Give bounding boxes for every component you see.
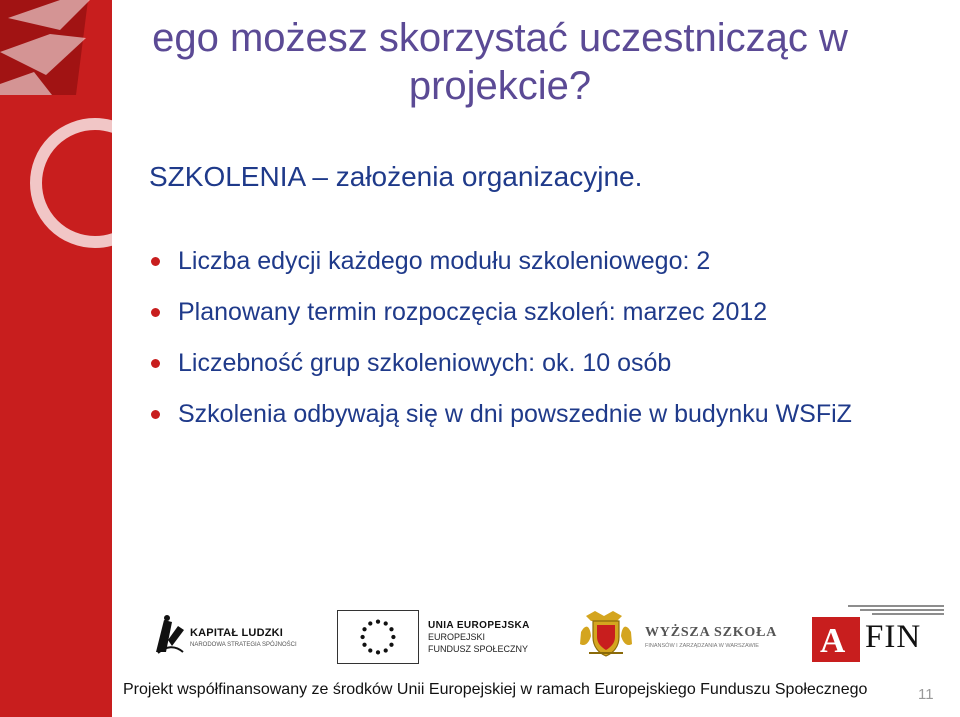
bullet-icon xyxy=(151,308,160,317)
eu-text-line-2: EUROPEJSKI xyxy=(428,632,486,642)
wyzsza-szkola-title: WYŻSZA SZKOŁA xyxy=(645,625,778,640)
crest-icon xyxy=(573,608,639,660)
kl-mark-icon xyxy=(148,612,188,658)
slide-number: 11 xyxy=(918,686,934,703)
bullet-text: Planowany termin rozpoczęcia szkoleń: marzec 2012 xyxy=(178,298,768,326)
slide-title-line-2: projekcie? xyxy=(408,64,592,108)
bullet-text: Liczba edycji każdego modułu szkoleniowego: 2 xyxy=(178,247,711,275)
bullet-item-1 xyxy=(150,245,910,278)
bullet-item-3 xyxy=(150,347,910,380)
aifin-fin-text: FIN xyxy=(865,619,922,655)
bullet-icon xyxy=(151,359,160,368)
slide-title xyxy=(95,14,905,110)
eu-text-line-3: FUNDUSZ SPOŁECZNY xyxy=(428,644,529,654)
kapital-ludzki-title: KAPITAŁ LUDZKI xyxy=(190,627,284,639)
bullet-text: Szkolenia odbywają się w dni powszednie w budynku WSFiZ xyxy=(178,400,852,428)
ring-decoration xyxy=(30,118,112,248)
bullet-text: Liczebność grup szkoleniowych: ok. 10 osób xyxy=(178,349,672,377)
sponsor-logo-row xyxy=(140,600,960,670)
wyzsza-szkola-logo xyxy=(573,600,793,666)
aifin-letter: A xyxy=(820,621,846,660)
eu-logo xyxy=(336,600,546,666)
bullet-icon xyxy=(151,257,160,266)
bullet-item-4 xyxy=(150,398,910,431)
aifin-red-box xyxy=(812,617,860,662)
eu-text-line-1: UNIA EUROPEJSKA xyxy=(428,620,530,631)
kapital-ludzki-logo xyxy=(140,600,318,662)
section-heading: SZKOLENIA – założenia organizacyjne. xyxy=(149,161,643,192)
eu-text xyxy=(428,620,546,655)
kapital-ludzki-subtitle: NARODOWA STRATEGIA SPÓJNOŚCI xyxy=(190,642,297,648)
bullet-item-2 xyxy=(150,296,910,329)
eu-flag-icon xyxy=(337,610,419,664)
aifin-lines-icon xyxy=(848,604,944,616)
footer-text: Projekt współfinansowany ze środków Unii Europejskiej w ramach Europejskiego Funduszu Społecznego xyxy=(123,681,868,698)
slide-title-line-1: ego możesz skorzystać uczestnicząc w xyxy=(152,16,848,60)
aifin-logo xyxy=(810,600,950,666)
wyzsza-szkola-subtitle: FINANSÓW I ZARZĄDZANIA W WARSZAWIE xyxy=(645,643,759,649)
bullet-icon xyxy=(151,410,160,419)
bullet-list xyxy=(150,245,910,449)
